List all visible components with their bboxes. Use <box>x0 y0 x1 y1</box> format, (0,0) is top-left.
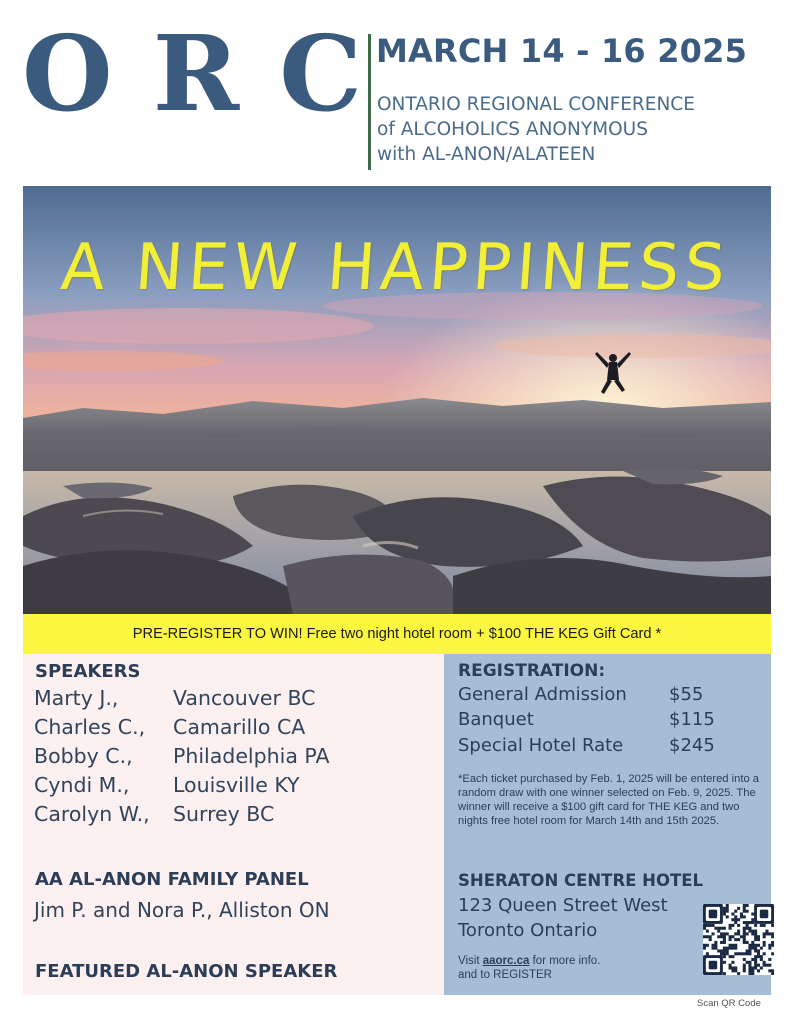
price-label: Special Hotel Rate <box>458 735 624 756</box>
price-row <box>458 734 715 758</box>
address-line: 123 Queen Street West <box>458 895 668 916</box>
event-theme-title: A NEW HAPPINESS <box>58 231 733 305</box>
qr-caption: Scan QR Code <box>697 998 761 1009</box>
speaker-location: Surrey BC <box>173 802 275 826</box>
speaker-location: Philadelphia PA <box>173 744 330 768</box>
website-link[interactable]: aaorc.ca <box>482 955 530 967</box>
visit-suffix: for more info. <box>529 955 601 967</box>
family-panel-heading: AA AL-ANON FAMILY PANEL <box>35 869 309 890</box>
visit-line2: and to REGISTER <box>458 969 552 981</box>
price-label: Banquet <box>458 709 534 730</box>
price-value: $55 <box>669 684 704 705</box>
speaker-row <box>34 742 330 770</box>
hotel-heading: SHERATON CENTRE HOTEL <box>458 871 704 890</box>
price-row <box>458 683 704 707</box>
header-divider <box>368 34 371 170</box>
logo-letter-c: C <box>279 12 362 135</box>
speaker-row <box>34 771 300 799</box>
speaker-location: Vancouver BC <box>173 686 316 710</box>
speakers-panel <box>23 654 444 995</box>
speaker-name: Cyndi M., <box>34 773 130 797</box>
conference-line: with AL-ANON/ALATEEN <box>377 144 596 165</box>
speaker-name: Charles C., <box>34 715 146 739</box>
speaker-row <box>34 800 275 828</box>
featured-speaker-heading: FEATURED AL-ANON SPEAKER <box>35 961 338 982</box>
speaker-name: Marty J., <box>34 686 119 710</box>
price-value: $245 <box>669 735 715 756</box>
promo-banner: PRE-REGISTER TO WIN! Free two night hotel room + $100 THE KEG Gift Card * <box>23 614 771 654</box>
draw-note: *Each ticket purchased by Feb. 1, 2025 will be entered into a random draw with one winner selected on Feb. 9, 2025. The winner will receive a $100 gift card for THE KEG and two nights free hotel room for March 14th and 15th 2025. <box>458 773 760 827</box>
registration-heading: REGISTRATION: <box>458 661 606 681</box>
logo-letter-r: R <box>152 12 240 135</box>
price-value: $115 <box>669 709 715 730</box>
speaker-row <box>34 713 306 741</box>
address-line: Toronto Ontario <box>458 920 598 941</box>
visit-prefix: Visit <box>458 955 483 967</box>
event-date: MARCH 14 - 16 2025 <box>376 32 748 70</box>
registration-panel <box>444 654 771 995</box>
conference-line: ONTARIO REGIONAL CONFERENCE <box>377 94 695 115</box>
price-row <box>458 708 715 732</box>
speaker-location: Camarillo CA <box>173 715 306 739</box>
qr-code[interactable] <box>703 904 774 975</box>
visit-text <box>458 954 600 982</box>
family-panel-text: Jim P. and Nora P., Alliston ON <box>34 898 330 922</box>
speaker-name: Carolyn W., <box>34 802 150 826</box>
conference-name <box>377 92 695 167</box>
speakers-heading: SPEAKERS <box>35 661 141 682</box>
speaker-row <box>34 684 316 712</box>
price-label: General Admission <box>458 684 627 705</box>
orc-logo <box>22 12 362 135</box>
speaker-location: Louisville KY <box>173 773 300 797</box>
speaker-name: Bobby C., <box>34 744 133 768</box>
logo-letter-o: O <box>22 12 113 135</box>
conference-line: of ALCOHOLICS ANONYMOUS <box>377 119 648 140</box>
